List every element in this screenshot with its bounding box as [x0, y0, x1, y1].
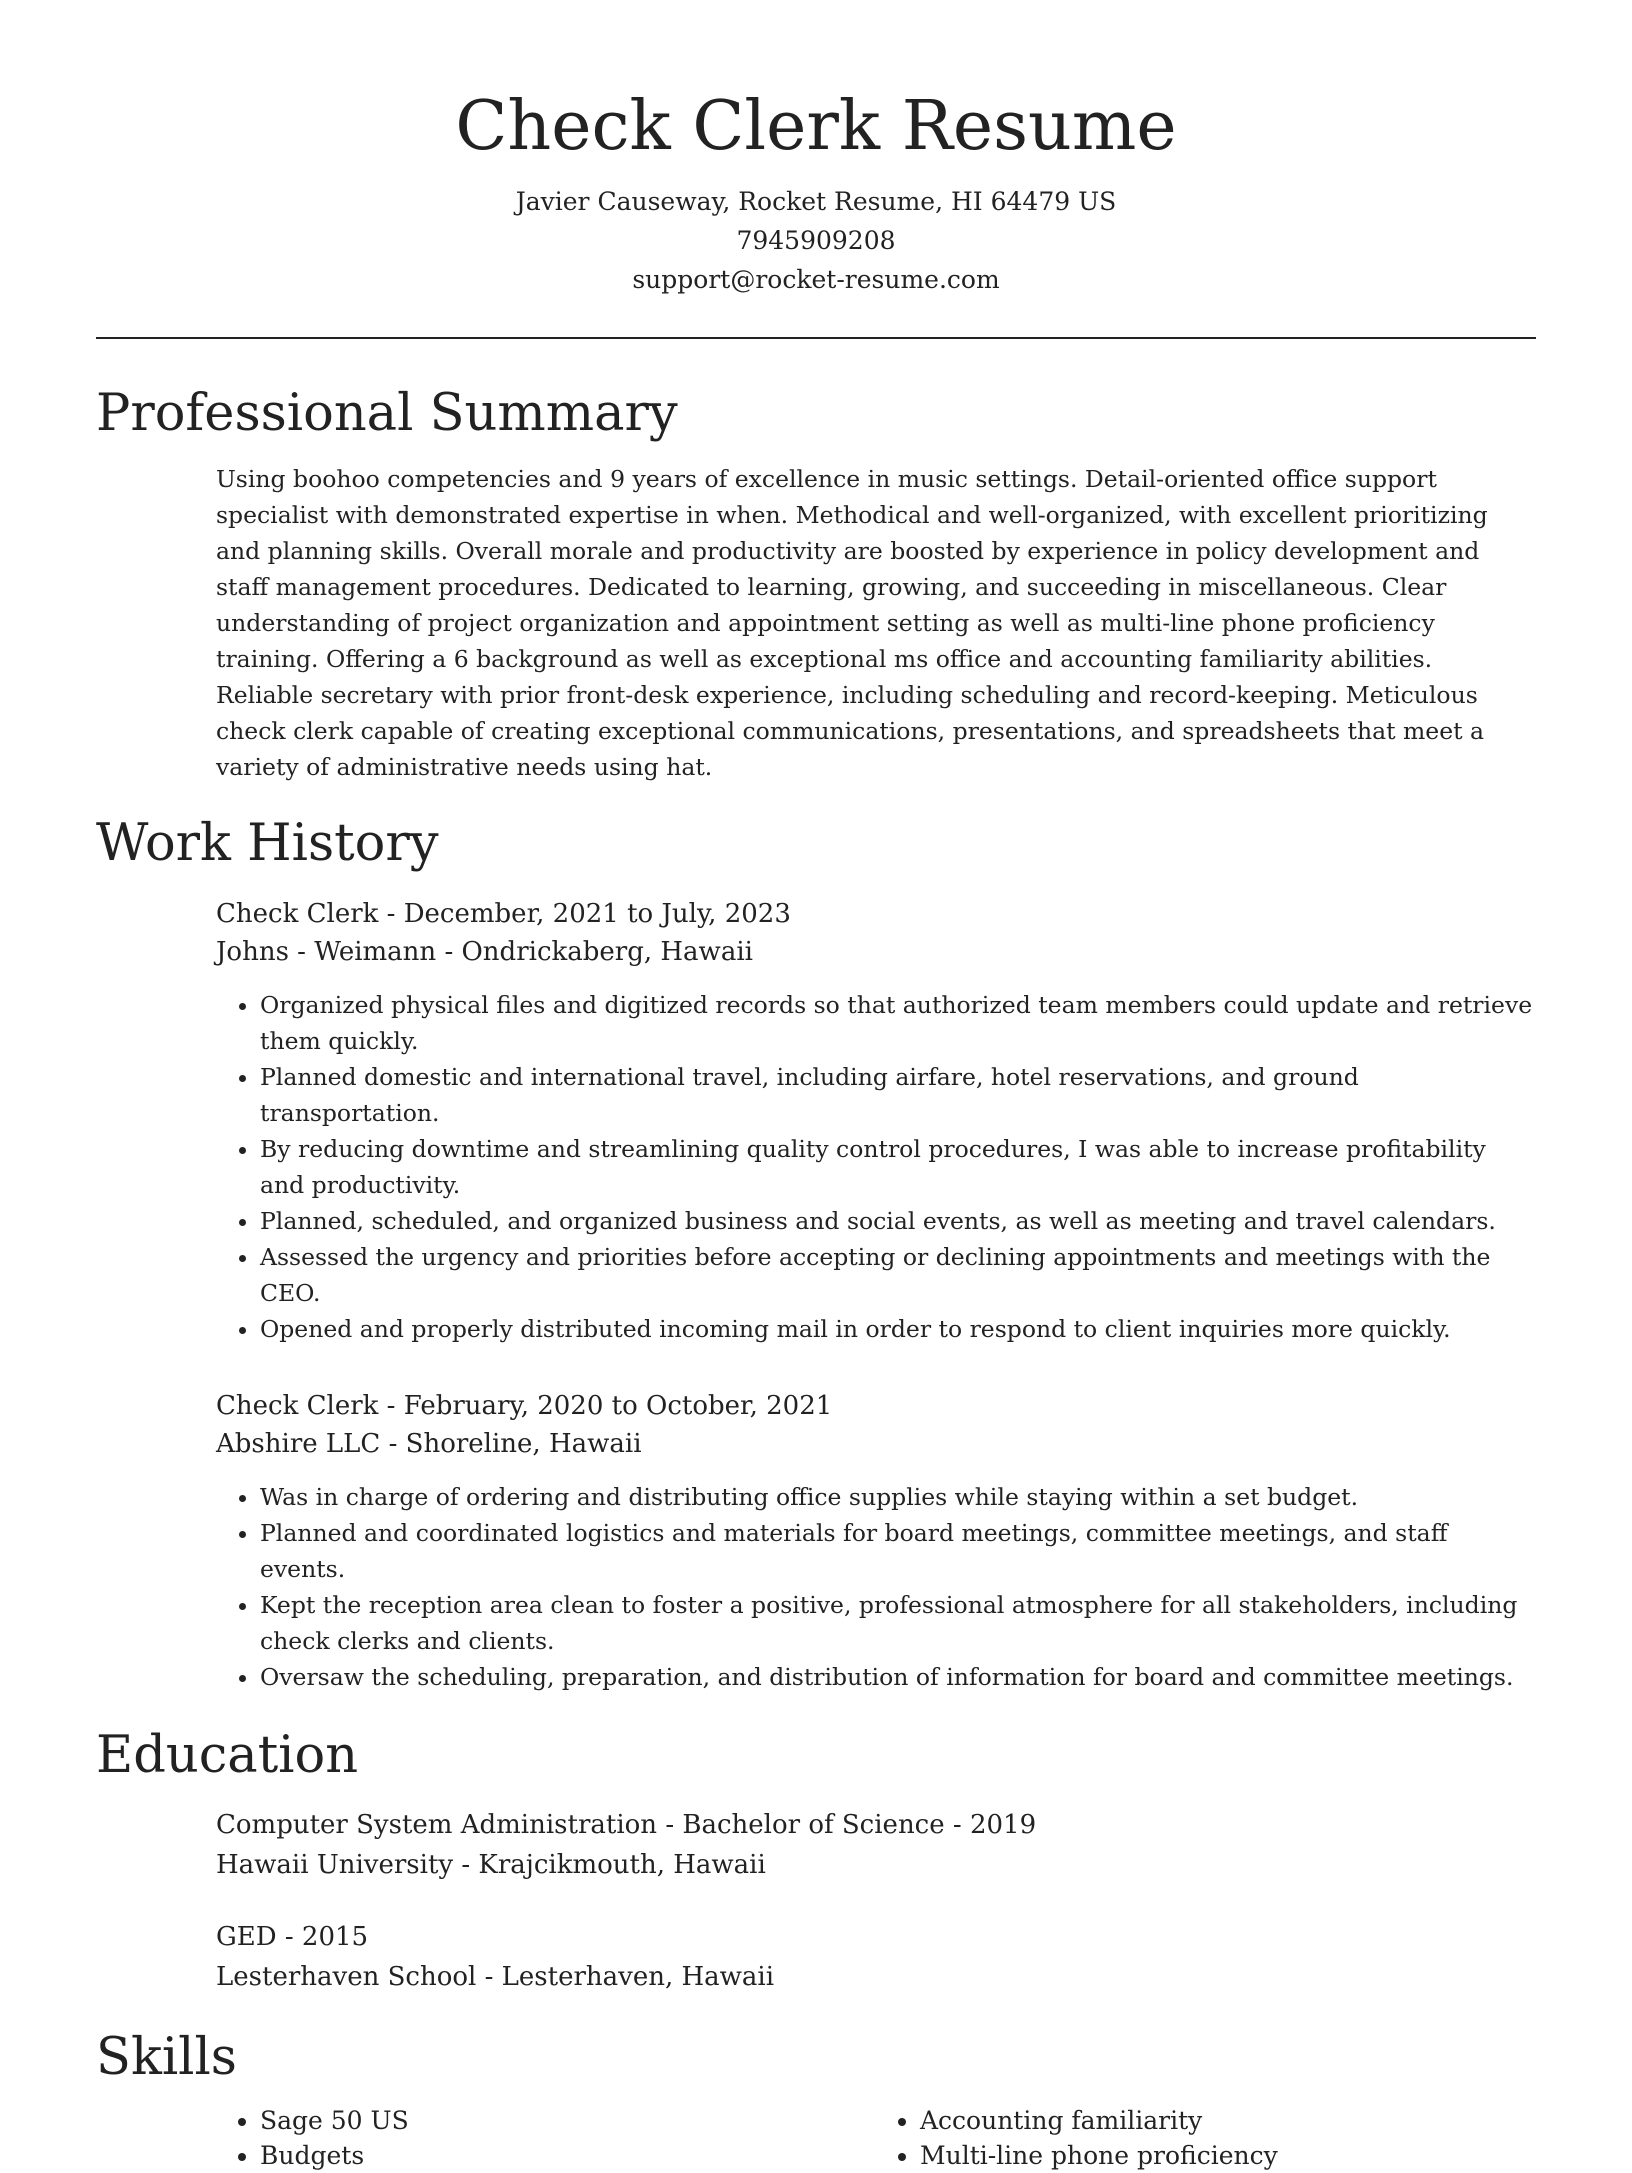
professional-summary-section [96, 379, 1536, 785]
section-title-skills: Skills [96, 2028, 237, 2087]
job-entry [216, 895, 1536, 1347]
job-bullet: • Opened and properly distributed incoming mail in order to respond to client inquiries more quickly. [260, 1311, 1536, 1347]
resume-header [0, 0, 1632, 299]
education-entry [216, 1917, 1536, 1997]
job-title-line: Check Clerk - February, 2020 to October, 2021 [216, 1391, 833, 1421]
section-title-summary: Professional Summary [96, 384, 678, 443]
job-entry [216, 1387, 1536, 1695]
job-bullet: • Kept the reception area clean to foster a positive, professional atmosphere for all stakeholders, including check clerks and clients. [260, 1587, 1536, 1659]
skills-column-left [216, 2103, 876, 2173]
education-entry [216, 1805, 1536, 1885]
job-bullet: • By reducing downtime and streamlining quality control procedures, I was able to increase profitability and productivity. [260, 1131, 1536, 1203]
skills-grid [216, 2103, 1536, 2173]
resume-title: Check Clerk Resume [455, 87, 1177, 166]
skill-item: • Multi-line phone proficiency [920, 2138, 1536, 2173]
job-bullet-list [216, 1479, 1536, 1695]
skills-section [96, 2023, 1536, 2173]
contact-phone: 7945909208 [736, 226, 896, 255]
job-bullet: • Assessed the urgency and priorities before accepting or declining appointments and meetings with the CEO. [260, 1239, 1536, 1311]
contact-info [0, 182, 1632, 299]
job-bullet: • Was in charge of ordering and distributing office supplies while staying within a set budget. [260, 1479, 1536, 1515]
job-bullet: • Oversaw the scheduling, preparation, and distribution of information for board and committee meetings. [260, 1659, 1536, 1695]
job-bullet-list [216, 987, 1536, 1347]
education-school-line: Hawaii University - Krajcikmouth, Hawaii [216, 1850, 766, 1880]
education-school-line: Lesterhaven School - Lesterhaven, Hawaii [216, 1962, 775, 1992]
job-title-line: Check Clerk - December, 2021 to July, 2023 [216, 899, 791, 929]
job-company-line: Abshire LLC - Shoreline, Hawaii [216, 1429, 642, 1459]
skills-column-right [876, 2103, 1536, 2173]
education-section [96, 1721, 1536, 1997]
job-bullet: • Organized physical files and digitized records so that authorized team members could update and retrieve them quickly. [260, 987, 1536, 1059]
education-degree-line: Computer System Administration - Bachelor of Science - 2019 [216, 1810, 1037, 1840]
contact-address: Javier Causeway, Rocket Resume, HI 64479 US [515, 187, 1117, 216]
section-title-education: Education [96, 1726, 359, 1785]
contact-email: support@rocket-resume.com [632, 265, 1000, 294]
job-bullet: • Planned and coordinated logistics and materials for board meetings, committee meetings, and staff events. [260, 1515, 1536, 1587]
section-title-work: Work History [96, 814, 439, 873]
education-degree-line: GED - 2015 [216, 1922, 369, 1952]
skill-item: • Accounting familiarity [920, 2103, 1536, 2138]
job-company-line: Johns - Weimann - Ondrickaberg, Hawaii [216, 937, 753, 967]
job-bullet: • Planned domestic and international travel, including airfare, hotel reservations, and ground transportation. [260, 1059, 1536, 1131]
skill-item: • Budgets [260, 2138, 876, 2173]
job-bullet: • Planned, scheduled, and organized business and social events, as well as meeting and travel calendars. [260, 1203, 1536, 1239]
skill-item: • Sage 50 US [260, 2103, 876, 2138]
work-history-section [96, 809, 1536, 1695]
summary-text: Using boohoo competencies and 9 years of excellence in music settings. Detail-oriented office support specialist with demonstrated expertise in when. Methodical and well-organized, with excellent prioritizing and planning skills. Overall morale and productivity are boosted by experience in policy development and staff management procedures. Dedicated to learning, growing, and succeeding in miscellaneous. Clear understanding of project organization and appointment setting as well as multi-line phone proficiency training. Offering a 6 background as well as exceptional ms office and accounting familiarity abilities. Reliable secretary with prior front-desk experience, including scheduling and record-keeping. Meticulous check clerk capable of creating exceptional communications, presentations, and spreadsheets that meet a variety of administrative needs using hat. [216, 465, 1488, 781]
header-divider [96, 337, 1536, 339]
